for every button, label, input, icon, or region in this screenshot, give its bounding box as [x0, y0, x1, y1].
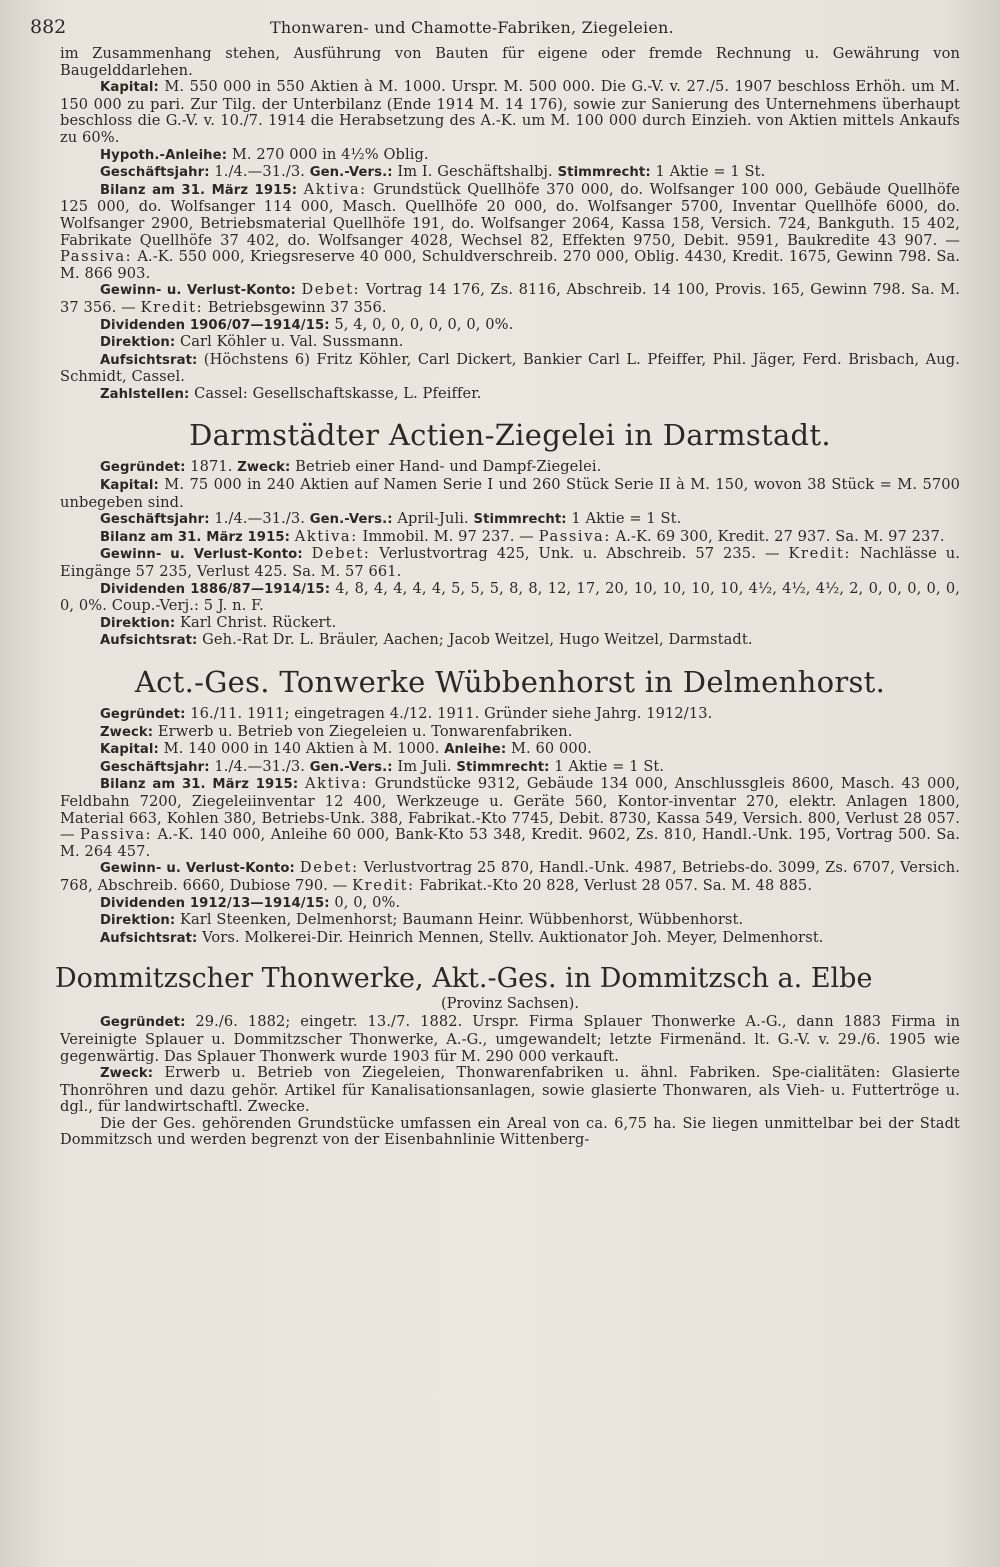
anleihe-label: Anleihe:: [444, 742, 507, 758]
gj-text: 1./4.—31./3.: [214, 163, 305, 181]
gv-label: Gen.-Vers.:: [309, 759, 393, 775]
gegruendet-paragraph: [60, 1014, 960, 1065]
kredit-label: Kredit:: [788, 545, 851, 563]
gv-label: Gen.-Vers.:: [309, 165, 393, 181]
div-label: Dividenden 1906/07—1914/15:: [100, 317, 330, 333]
kapital-text: M. 550 000 in 550 Aktien à M. 1000. Urspr. M. 500 000. Die G.-V. v. 27./5. 1907 beschloss Erhöh. um M. 150 000 zu pari. Zur Tilg. der Unterbilanz (Ende 1914 M. 14 176), sowie zur Sanierung des Unternehmens überhaupt beschloss die G.-V. v. 10./7. 1914 die Herabsetzung des A.-K. um M. 100 000 durch Einzieh. von Aktien mittels Ankaufs zu 60%.: [60, 78, 960, 146]
gegr-label: Gegründet:: [100, 1015, 186, 1031]
ar-text: (Höchstens 6) Fritz Köhler, Carl Dickert, Bankier Carl L. Pfeiffer, Phil. Jäger, Ferd. Brisbach, Aug. Schmidt, Cassel.: [60, 350, 960, 386]
bilanz-paragraph: [60, 182, 960, 283]
stimm-text: 1 Aktie = 1 St.: [655, 163, 766, 181]
anleihe-text: M. 60 000.: [510, 740, 592, 758]
entry-title: Act.-Ges. Tonwerke Wübbenhorst in Delmenhorst.: [134, 665, 886, 699]
debet-label: Debet:: [311, 545, 371, 563]
gegruendet-paragraph: [60, 459, 960, 477]
gj-text: 1./4.—31./3.: [214, 510, 305, 528]
kapital-label: Kapital:: [100, 742, 159, 758]
dir-label: Direktion:: [100, 913, 176, 929]
div-text: 5, 4, 0, 0, 0, 0, 0, 0, 0%.: [334, 315, 514, 333]
entry-delmenhorst: [60, 666, 960, 947]
div-label: Dividenden 1886/87—1914/15:: [100, 581, 331, 597]
dir-text: Carl Köhler u. Val. Sussmann.: [179, 333, 404, 351]
debet-label: Debet:: [301, 281, 361, 299]
stimm-label: Stimmrecht:: [456, 759, 550, 775]
stimm-label: Stimmrecht:: [557, 165, 651, 181]
kapital-paragraph: [60, 477, 960, 511]
direktion-paragraph: [60, 912, 960, 930]
entry-dommitzsch: [55, 963, 960, 1149]
aktiva-text: Immobil. M. 97 237. —: [362, 527, 534, 545]
dividenden-paragraph: [60, 895, 960, 913]
ar-label: Aufsichtsrat:: [100, 930, 198, 946]
kredit-label: Kredit:: [352, 876, 415, 894]
zweck-text: Erwerb u. Betrieb von Ziegeleien u. Tonwarenfabriken.: [157, 722, 573, 740]
aufsichtsrat-paragraph: [60, 352, 960, 386]
entry-subtitle: (Provinz Sachsen).: [440, 995, 580, 1013]
div-text: 0, 0, 0%.: [334, 893, 401, 911]
aktiva-label: Aktiva:: [294, 527, 358, 545]
debet-text: Vortrag 14 176, Zs. 8116, Abschreib. 14 100, Provis. 165, Gewinn 798. Sa. M. 37 356. —: [60, 281, 960, 316]
gj-label: Geschäftsjahr:: [100, 512, 210, 528]
guv-paragraph: [60, 282, 960, 316]
dir-text: Karl Steenken, Delmenhorst; Baumann Heinr. Wübbenhorst, Wübbenhorst.: [179, 911, 744, 929]
zweck-text: Erwerb u. Betrieb von Ziegeleien, Thonwarenfabriken u. ähnl. Fabriken. Spe-cialitäten: Glasierte Thonröhren und dazu gehör. Artikel für Kanalisationsanlagen, sowie glasierte Thonwaren, als Vieh- u. Futtertröge u. dgl., für landwirtschaftl. Zwecke.: [60, 1064, 960, 1116]
running-title: Thonwaren- und Chamotte-Fabriken, Ziegeleien.: [270, 18, 674, 37]
bilanz-label: Bilanz am 31. März 1915:: [100, 182, 298, 198]
gv-text: Im I. Geschäftshalbj.: [397, 163, 553, 181]
debet-text: Verlustvortrag 25 870, Handl.-Unk. 4987, Betriebs-do. 3099, Zs. 6707, Versich. 768, Abschreib. 6660, Dubiose 790. —: [60, 859, 960, 894]
dir-label: Direktion:: [100, 335, 176, 351]
ar-text: Geh.-Rat Dr. L. Bräuler, Aachen; Jacob Weitzel, Hugo Weitzel, Darmstadt.: [202, 631, 753, 649]
geschaeftsjahr-paragraph: [60, 759, 960, 777]
ar-label: Aufsichtsrat:: [100, 633, 198, 649]
zweck-text: Betrieb einer Hand- und Dampf-Ziegelei.: [295, 458, 602, 476]
direktion-paragraph: [60, 334, 960, 352]
grundstuecke-paragraph: [60, 1116, 960, 1149]
page-number: 882: [30, 16, 67, 38]
hypoth-text: M. 270 000 in 4½% Oblig.: [231, 145, 429, 163]
gj-label: Geschäftsjahr:: [100, 759, 210, 775]
passiva-text: A.-K. 550 000, Kriegsreserve 40 000, Schuldverschreib. 270 000, Oblig. 4430, Kredit. 1675, Gewinn 798. Sa. M. 866 903.: [60, 248, 960, 282]
gegr-text: 1871.: [190, 458, 233, 476]
zweck-label: Zweck:: [237, 460, 291, 476]
kredit-label: Kredit:: [140, 298, 204, 316]
gegr-text: 29./6. 1882; eingetr. 13./7. 1882. Urspr. Firma Splauer Thonwerke A.-G., dann 1883 Firma in Vereinigte Splauer u. Dommitzscher Thonwerke, A.-G., umgewandelt; letzte Firmenänd. lt. G.-V. v. 29./6. 1905 wie gegenwärtig. Das Splauer Thonwerk wurde 1903 für M. 290 000 verkauft.: [60, 1013, 960, 1065]
gv-text: April-Juli.: [397, 510, 469, 528]
aufsichtsrat-paragraph: [60, 930, 960, 948]
ar-text: Vors. Molkerei-Dir. Heinrich Mennen, Stellv. Auktionator Joh. Meyer, Delmenhorst.: [202, 928, 824, 946]
debet-text: Verlustvortrag 425, Unk. u. Abschreib. 57 235. —: [379, 545, 780, 563]
gj-text: 1./4.—31./3.: [214, 757, 305, 775]
geschaeftsjahr-paragraph: [60, 164, 960, 182]
passiva-text: A.-K. 69 300, Kredit. 27 937. Sa. M. 97 237.: [615, 527, 945, 545]
dividenden-paragraph: [60, 317, 960, 335]
zahl-label: Zahlstellen:: [100, 386, 190, 402]
gegr-label: Gegründet:: [100, 460, 186, 476]
passiva-label: Passiva:: [538, 527, 611, 545]
bilanz-paragraph: [60, 529, 960, 547]
kredit-text: Betriebsgewinn 37 356.: [207, 298, 387, 316]
aktiva-text: Grundstücke 9312, Gebäude 134 000, Anschlussgleis 8600, Masch. 43 000, Feldbahn 7200, Ziegeleiinventar 12 400, Werkzeuge u. Geräte 560, Kontor-inventar 270, elektr. Anlagen 1800, Material 663, Kohlen 380, Betriebs-Unk. 388, Fabrikat.-Kto 7745, Debit. 8730, Kassa 549, Versich. 800, Verlust 28 057. —: [60, 775, 960, 844]
kredit-text: Nachlässe u. Eingänge 57 235, Verlust 425. Sa. M. 57 661.: [60, 545, 961, 581]
debet-label: Debet:: [299, 859, 359, 877]
div-text: 4, 8, 4, 4, 4, 4, 5, 5, 5, 8, 8, 12, 17, 20, 10, 10, 10, 10, 4½, 4½, 4½, 2, 0, 0, 0, 0, 0, 0, 0%. Coup.-Verj.: 5 J. n. F.: [60, 579, 960, 615]
gegr-label: Gegründet:: [100, 707, 186, 722]
zweck-paragraph: [60, 724, 960, 742]
gegr-text: 16./11. 1911; eingetragen 4./12. 1911. Gründer siehe Jahrg. 1912/13.: [190, 705, 713, 722]
kredit-text: Fabrikat.-Kto 20 828, Verlust 28 057. Sa. M. 48 885.: [419, 876, 813, 894]
entry-continued: [60, 46, 960, 403]
direktion-paragraph: [60, 615, 960, 633]
div-label: Dividenden 1912/13—1914/15:: [100, 895, 330, 911]
stimm-label: Stimmrecht:: [473, 512, 567, 528]
passiva-text: A.-K. 140 000, Anleihe 60 000, Bank-Kto 53 348, Kredit. 9602, Zs. 810, Handl.-Unk. 195, Vortrag 500. Sa. M. 264 457.: [60, 826, 960, 860]
kapital-label: Kapital:: [100, 478, 159, 494]
stimm-text: 1 Aktie = 1 St.: [554, 757, 665, 775]
zahlstellen-paragraph: [60, 386, 960, 404]
kapital-text: M. 140 000 in 140 Aktien à M. 1000.: [163, 740, 440, 758]
aktiva-label: Aktiva:: [303, 180, 367, 198]
gv-text: Im Juli.: [397, 757, 452, 775]
gv-label: Gen.-Vers.:: [309, 512, 393, 528]
intro-text: im Zusammenhang stehen, Ausführung von Bauten für eigene oder fremde Rechnung u. Gewährung von Baugelddarlehen.: [60, 45, 960, 79]
running-header: [30, 10, 960, 46]
entry-darmstadt: [60, 419, 960, 650]
kapital-text: M. 75 000 in 240 Aktien auf Namen Serie I und 260 Stück Serie II à M. 150, wovon 38 Stück = M. 5700 unbegeben sind.: [60, 476, 960, 511]
dir-label: Direktion:: [100, 615, 176, 631]
guv-label: Gewinn- u. Verlust-Konto:: [100, 547, 303, 563]
guv-label: Gewinn- u. Verlust-Konto:: [100, 861, 295, 877]
gj-label: Geschäftsjahr:: [100, 165, 210, 181]
zahl-text: Cassel: Gesellschaftskasse, L. Pfeiffer.: [194, 384, 482, 402]
dir-text: Karl Christ. Rückert.: [179, 613, 337, 631]
bilanz-paragraph: [60, 776, 960, 860]
ar-label: Aufsichtsrat:: [100, 352, 198, 368]
bilanz-label: Bilanz am 31. März 1915:: [100, 777, 299, 793]
entry-title: Dommitzscher Thonwerke, Akt.-Ges. in Dommitzsch a. Elbe: [55, 963, 873, 995]
kapital-paragraph: [60, 741, 960, 759]
passiva-label: Passiva:: [60, 248, 133, 266]
hypoth-paragraph: [60, 147, 960, 165]
bilanz-label: Bilanz am 31. März 1915:: [100, 529, 290, 545]
zweck-paragraph: [60, 1065, 960, 1116]
intro-paragraph: [60, 46, 960, 79]
aktiva-text: Grundstück Quellhöfe 370 000, do. Wolfsanger 100 000, Gebäude Quellhöfe 125 000, do. Wolfsanger 114 000, Masch. Quellhöfe 20 000, do. Wolfsanger 5700, Inventar Quellhöfe 6000, do. Wolfsanger 2900, Betriebsmaterial Quellhöfe 191, do. Wolfsanger 2064, Kassa 158, Versich. 724, Bankguth. 15 402, Fabrikate Quellhöfe 37 402, do. Wolfsanger 4028, Wechsel 82, Effekten 9750, Debit. 9591, Baukredite 43 907. —: [60, 180, 961, 249]
gegruendet-paragraph: [60, 706, 960, 724]
entry-title: Darmstädter Actien-Ziegelei in Darmstadt.: [189, 418, 831, 453]
hypoth-label: Hypoth.-Anleihe:: [100, 147, 228, 163]
kapital-paragraph: [60, 79, 960, 146]
guv-paragraph: [60, 546, 960, 580]
zweck-label: Zweck:: [100, 724, 154, 740]
kapital-label: Kapital:: [100, 80, 159, 96]
aufsichtsrat-paragraph: [60, 632, 960, 650]
guv-label: Gewinn- u. Verlust-Konto:: [100, 283, 296, 299]
zweck-label: Zweck:: [100, 1066, 154, 1082]
passiva-label: Passiva:: [80, 826, 153, 844]
aktiva-label: Aktiva:: [304, 775, 368, 793]
geschaeftsjahr-paragraph: [60, 511, 960, 529]
dividenden-paragraph: [60, 581, 960, 615]
guv-paragraph: [60, 860, 960, 894]
stimm-text: 1 Aktie = 1 St.: [571, 510, 682, 528]
grund-text: Die der Ges. gehörenden Grundstücke umfassen ein Areal von ca. 6,75 ha. Sie liegen unmittelbar bei der Stadt Dommitzsch und werden begrenzt von der Eisenbahnlinie Wittenberg-: [60, 1114, 960, 1149]
